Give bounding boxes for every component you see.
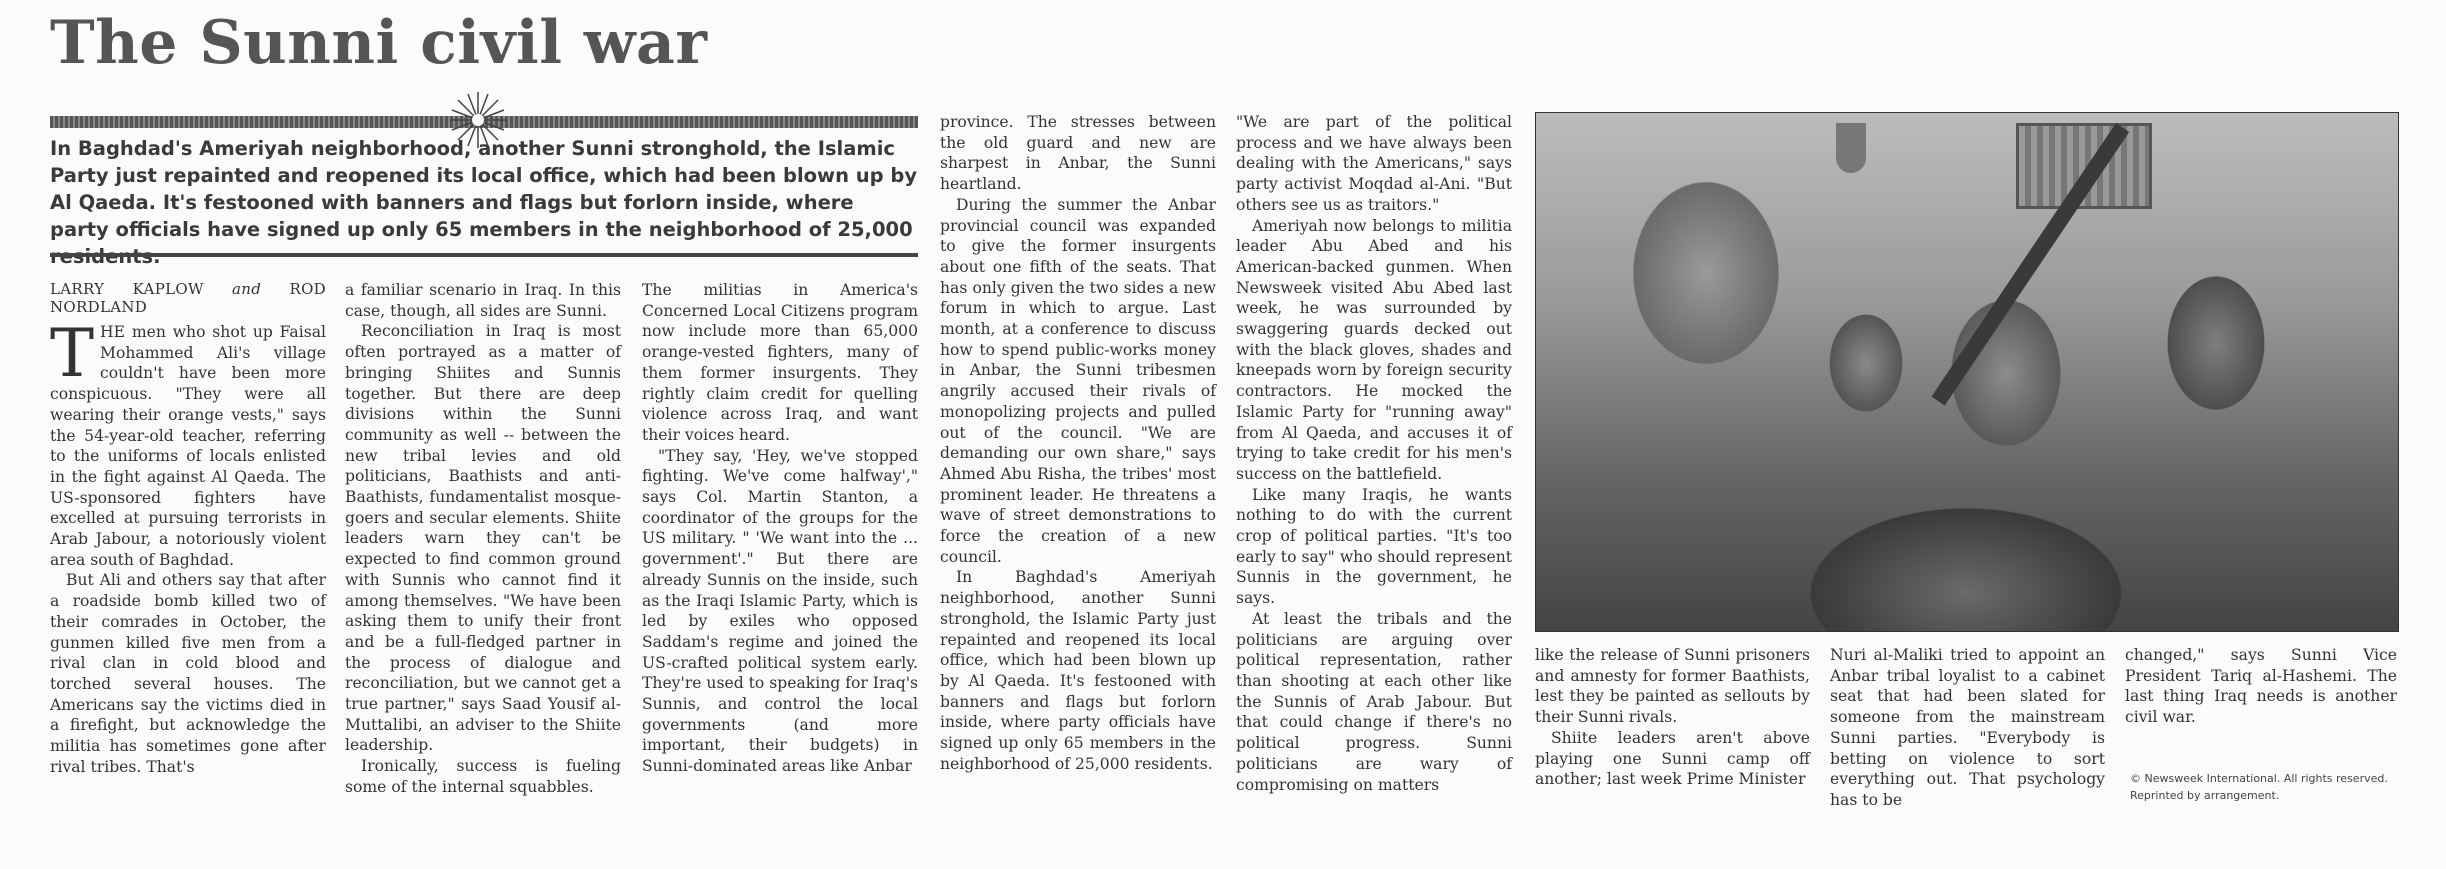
drop-cap: T (50, 315, 95, 392)
paragraph: The militias in America's Concerned Local Citizens program now include more than 65,000 orange-vested fighters, many of them former insurgents. They rightly claim credit for quelling violence across Iraq, and want their voices heard. (642, 281, 918, 444)
column-5 (1236, 112, 1512, 795)
paragraph: During the summer the Anbar provincial council was expanded to give the former insurgents about one fifth of the seats. That has only given the two sides a new forum in which to argue. Last month, at a conference to discuss how to spend public-works money in Anbar, the Sunni tribesmen angrily accused their rivals of monopolizing projects and pulled out of the council. "We are demanding our own share," says Ahmed Abu Risha, the tribes' most prominent leader. He threatens a wave of street demonstrations to force the creation of a new council. (940, 195, 1216, 566)
column-3 (642, 280, 918, 777)
paragraph: Reconciliation in Iraq is most often portrayed as a matter of bringing Shiites and Sunnis together. But there are deep divisions within the Sunni community as well -- between the new tribal levies and old politicians, Baathists and anti-Baathists, fundamentalist mosque-goers and secular elements. Shiite leaders warn they can't be expected to find common ground with Sunnis who cannot find it among themselves. "We have been asking them to unify their front and be a full-fledged partner in the process of dialogue and reconciliation, but we cannot get a true partner," says Saad Yousif al-Muttalibi, an adviser to the Shiite leadership. (345, 322, 621, 755)
author-2: ROD NORDLAND (50, 280, 326, 316)
column-1 (50, 280, 326, 777)
deck-rule (50, 253, 918, 257)
column-8 (2125, 645, 2397, 728)
article-deck: In Baghdad's Ameriyah neighborhood, another Sunni stronghold, the Islamic Party just repainted and reopened its local office, which had been blown up by Al Qaeda. It's festooned with banners and flags but forlorn inside, where party officials have signed up only 65 members in the neighborhood of 25,000 (50, 137, 918, 241)
byline (50, 280, 326, 316)
paragraph: But Ali and others say that after a roadside bomb killed two of their comrades in October, the gunmen killed five men from a rival clan in cold blood and torched several houses. The Americans say the victims died in a firefight, but acknowledge the militia has sometimes gone after rival tribes. That's (50, 571, 326, 776)
paragraph: In Baghdad's Ameriyah neighborhood, another Sunni stronghold, the Islamic Party just repainted and reopened its local office, which had been blown up by Al Qaeda. It's festooned with banners and flags but forlorn inside, where party officials have signed up only 65 members in the neighborhood of 25,000 residents. (940, 568, 1216, 773)
paragraph: changed," says Sunni Vice President Tariq al-Hashemi. The last thing Iraq needs is another civil war. (2125, 646, 2397, 727)
paragraph: Nuri al-Maliki tried to appoint an Anbar tribal loyalist to a cabinet seat that had been slated for someone from the mainstream Sunni parties. "Everybody is betting on violence to sort everything out. That psychology has to be (1830, 646, 2105, 809)
paragraph: Like many Iraqis, he wants nothing to do with the current crop of political parties. "It's too early to say" who should represent Sunnis in the government, he says. (1236, 485, 1512, 608)
paragraph: "They say, 'Hey, we've stopped fighting. We've come halfway'," says Col. Martin Stanton, a coordinator of the groups for the US military. " 'We want into the ... government'." But there are already Sunnis on the inside, such as the Iraqi Islamic Party, which is led by exiles who opposed Saddam's regime and joined the US-crafted political system early. They're used to speaking for Iraq's Sunnis, and control the local governments (and more important, their budgets) in Sunni-dominated areas like Anbar (642, 446, 918, 776)
column-6 (1535, 645, 1810, 790)
photo-lamp (1836, 123, 1866, 173)
author-1: LARRY KAPLOW (50, 280, 204, 298)
paragraph: Ironically, success is fueling some of the internal squabbles. (345, 757, 621, 796)
news-photo (1535, 112, 2399, 632)
byline-and: and (232, 280, 262, 298)
paragraph: At least the tribals and the politicians are arguing over political representation, rather than shooting at each other like the Sunnis of Arab Jabour. But that could change if there's no political progress. Sunni politicians are wary of compromising on matters (1236, 609, 1512, 794)
paragraph: Shiite leaders aren't above playing one Sunni camp off another; last week Prime Minister (1535, 728, 1810, 789)
copyright-line: © Newsweek International. All rights reserved. (2130, 772, 2388, 785)
copyright-notice (2130, 770, 2400, 804)
column-7 (1830, 645, 2105, 811)
paragraph: a familiar scenario in Iraq. In this case, though, all sides are Sunni. (345, 281, 621, 320)
paragraph: "We are part of the political process and we have always been dealing with the Americans," says party activist Moqdad al-Ani. "But others see us as traitors." (1236, 113, 1512, 214)
paragraph: province. The stresses between the old guard and new are sharpest in Anbar, the Sunni heartland. (940, 113, 1216, 194)
paragraph: Ameriyah now belongs to militia leader Abu Abed and his American-backed gunmen. When Newsweek visited Abu Abed last week, he was surrounded by swaggering guards decked out with the black gloves, shades and kneepads worn by foreign security contractors. He mocked the Islamic Party for "running away" from Al Qaeda, and accuses it of trying to take credit for his men's success on the battlefield. (1236, 216, 1512, 483)
reprint-line: Reprinted by arrangement. (2130, 789, 2280, 802)
column-2 (345, 280, 621, 798)
headline: The Sunni civil war (50, 8, 708, 78)
paragraph: like the release of Sunni prisoners and amnesty for former Baathists, lest they be painted as sellouts by their Sunni rivals. (1535, 646, 1810, 727)
column-4 (940, 112, 1216, 775)
paragraph: THE men who shot up Faisal Mohammed Ali's village couldn't have been more conspicuous. "They were all wearing their orange vests," says the 54-year-old teacher, referring to the uniforms of locals enlisted in the fight against Al Qaeda. The US-sponsored fighters have excelled at pursuing terrorists in Arab Jabour, a notoriously violent area south of Baghdad. (50, 315, 326, 569)
